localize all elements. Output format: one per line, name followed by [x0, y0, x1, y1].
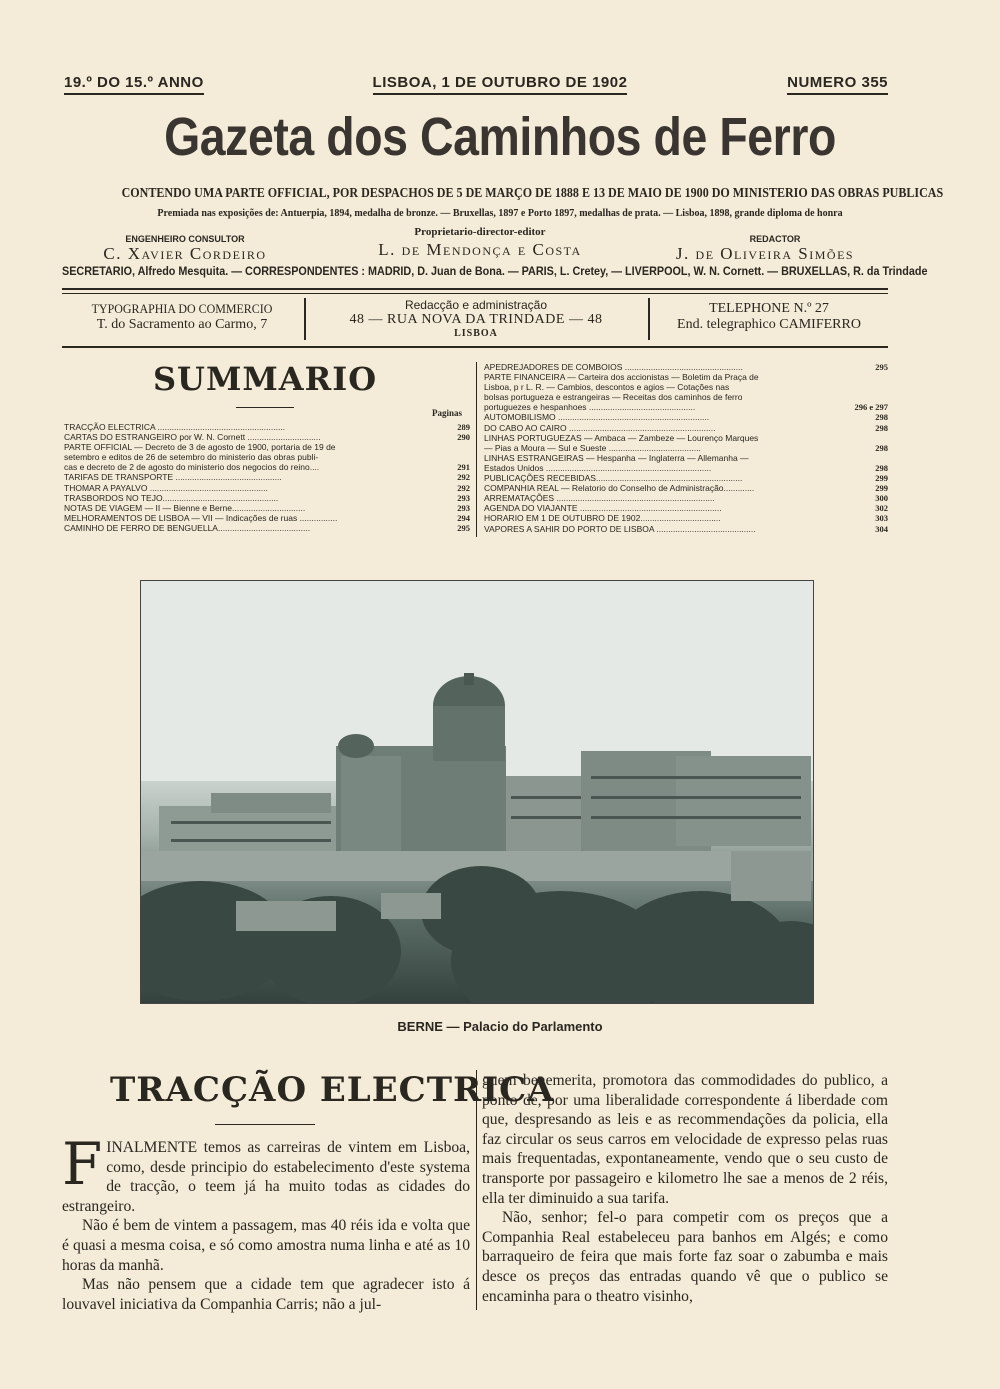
summary-entry-title: setembro e editos de 26 de setembro do ministerio das obras publi-	[64, 452, 319, 463]
summary-entry	[64, 513, 470, 523]
summary-entry	[64, 493, 470, 503]
summary-entry-page: 293	[457, 502, 470, 513]
summary-entry-page: 296 e 297	[854, 402, 888, 413]
correspondents-line: SECRETARIO, Alfredo Mesquita. — CORRESPONDENTES : MADRID, D. Juan de Bona. — PARIS, L. Cretey, — LIVERPOOL, W. N. Cornett. — BRUXELLAS, R. da Trindade	[62, 264, 928, 278]
office-address: Redacção e administração 48 — RUA NOVA DA TRINDADE — 48 LISBOA	[349, 298, 603, 339]
drop-cap: F	[62, 1130, 103, 1198]
rule-top	[62, 288, 888, 290]
summary-entry	[484, 412, 888, 422]
summary-entry	[484, 433, 888, 443]
summary-entry	[484, 463, 888, 473]
summary-entry-page: 302	[875, 503, 888, 514]
pages-label: Paginas	[432, 408, 463, 418]
summary-entry	[484, 362, 888, 372]
summary-entry-title: APEDREJADORES DE COMBOIOS ..................................................	[484, 362, 743, 372]
summary-entry	[64, 483, 470, 493]
summary-entry-title: LINHAS PORTUGUEZAS — Ambaca — Zambeze — Lourenço Marques	[484, 432, 759, 443]
summary-entry-page: 289	[457, 422, 470, 432]
article-title-rule	[215, 1124, 315, 1125]
summary-entry-page: 292	[457, 482, 470, 493]
summary-entry	[484, 453, 888, 463]
consultant-name: C. Xavier Cordeiro	[103, 244, 267, 263]
summary-entry-title: LINHAS ESTRANGEIRAS — Hespanha — Inglaterra — Allemanha —	[484, 452, 749, 463]
consultant-label: ENGENHEIRO CONSULTOR	[125, 234, 245, 244]
summary-entry	[484, 443, 888, 453]
summary-entry-page: 303	[875, 513, 888, 524]
summary-entry-page: 291	[457, 462, 470, 473]
summary-entry	[484, 392, 888, 402]
summary-entry-title: TRACÇÃO ELECTRICA ......................................................	[64, 422, 286, 432]
summary-entry-title: CARTAS DO ESTRANGEIRO por W. N. Cornett ...............................	[64, 432, 321, 443]
summary-entry-title: Lisboa, p r L. R. — Cambios, descontos e agios — Cotações nas	[484, 382, 730, 393]
summary-entry-title: HORARIO EM 1 DE OUTUBRO DE 1902..................................	[484, 513, 721, 524]
summary-entry-page: 290	[457, 432, 470, 443]
summary-entry-page: 298	[875, 442, 888, 453]
summary-entry-title: NOTAS DE VIAGEM — II — Bienne e Berne...............................	[64, 502, 306, 513]
summary-entry-title: PARTE OFFICIAL — Decreto de 3 de agosto de 1900, portaria de 19 de	[64, 442, 336, 453]
summary-entry-title: AUTOMOBILISMO ................................................................	[484, 412, 710, 423]
summary-entry	[64, 422, 470, 432]
summary-entry-page: 304	[875, 523, 888, 534]
article-paragraph-5: Não, senhor; fel-o para competir com os preços que a Companhia Real estabeleceu para banhos em Algés; e como barraqueiro de feira que mais forte faz soar o zabumba e mais desce os preços das entradas quando vê que o publico se encaminha para o theatro visinho,	[482, 1209, 888, 1305]
summary-divider	[476, 362, 477, 537]
issue-number: NUMERO 355	[760, 74, 888, 96]
summary-entry	[64, 442, 470, 452]
summary-entry-page: 298	[875, 412, 888, 423]
summary-entry	[484, 473, 888, 483]
summary-right-column	[484, 362, 888, 534]
masthead-subtitle: CONTENDO UMA PARTE OFFICIAL, POR DESPACHOS DE 5 DE MARÇO DE 1888 E 13 DE MAIO DE 1900 DO MINISTERIO DAS OBRAS PUBLICAS	[121, 186, 944, 201]
summary-entry	[64, 462, 470, 472]
summary-entry-title: CAMINHO DE FERRO DE BENGUELLA.......................................	[64, 522, 311, 533]
photo-caption: BERNE — Palacio do Parlamento	[397, 1019, 603, 1034]
printer-info: TYPOGRAPHIA DO COMMERCIO T. do Sacramento ao Carmo, 7	[91, 301, 273, 332]
summary-entry-page: 298	[875, 422, 888, 433]
summary-entry-page: 295	[875, 362, 888, 372]
article-column-2	[482, 1071, 888, 1306]
summary-entry	[484, 483, 888, 493]
summary-entry-page: 299	[875, 483, 888, 494]
article-paragraph-2: Não é bem de vintem a passagem, mas 40 réis ida e volta que é quasi a mesma coisa, e só como amostra numa linha e até as 10 horas da manhã.	[62, 1217, 470, 1274]
summary-entry	[64, 503, 470, 513]
summary-entry	[64, 452, 470, 462]
column-divider	[476, 1070, 477, 1310]
summary-entry-title: VAPORES A SAHIR DO PORTO DE LISBOA ..........................................	[484, 523, 756, 534]
article-paragraph-4: guem benemerita, promotora das commodidades do publico, a ponto de, por uma liberalidade correspondente á liberdade com que, despresando as leis e as recommendações da policia, ella faz circular os seus carros em velocidade de expresso pelas ruas mais frequentadas, expontaneamente, vendo que o seu custo de transporte por passageiro e kilometro lhe sae a menos de 2 réis, ella ter diminuido a sua tarifa.	[482, 1072, 888, 1207]
summary-entry-title: cas e decreto de 2 de agosto do ministerio dos negocios do reino....	[64, 462, 320, 473]
issue-label: 19.º DO 15.º ANNO	[64, 74, 204, 96]
parliament-building-image	[141, 581, 813, 1003]
summary-entry-title: — Pias a Moura — Sul e Sueste .......................................	[484, 442, 701, 453]
summary-entry-title: MELHORAMENTOS DE LISBOA — VII — Indicações de ruas ................	[64, 512, 338, 523]
director-label: Proprietario-director-editor	[414, 226, 546, 238]
summary-entry	[484, 513, 888, 523]
summary-entry	[484, 423, 888, 433]
summary-entry-title: bolsas portugueza e estrangeiras — Receitas dos caminhos de ferro	[484, 392, 743, 403]
parliament-photo	[140, 580, 814, 1004]
awards-line: Premiada nas exposições de: Antuerpia, 1894, medalha de bronze. — Bruxellas, 1897 e Porto 1897, medalhas de prata. — Lisboa, 1898, grande diploma de honra	[157, 208, 843, 219]
article-paragraph-3: Mas não pensem que a cidade tem que agradecer isto á louvavel iniciativa da Companhia Carris; não a jul-	[62, 1276, 470, 1313]
summary-entry	[484, 524, 888, 534]
summary-entry	[484, 503, 888, 513]
summary-entry-title: THOMAR A PAYALVO ..................................................	[64, 482, 268, 493]
rule-top-thin	[62, 293, 888, 294]
summary-title: SUMMARIO	[152, 360, 378, 398]
editor-label: REDACTOR	[749, 234, 801, 244]
summary-entry-page: 298	[875, 462, 888, 473]
summary-entry-title: PUBLICAÇÕES RECEBIDAS..............................................................	[484, 473, 743, 484]
summary-entry-title: COMPANHIA REAL — Relatorio do Conselho de Administração.............	[484, 483, 755, 494]
editor-name: J. de Oliveira Simões	[675, 244, 855, 263]
summary-entry-page: 295	[457, 522, 470, 533]
summary-entry-page: 292	[457, 472, 470, 483]
article-paragraph-1: INALMENTE temos as carreiras de vintem em Lisboa, como, desde principio do estabelecimento d'este systema de tracção, o teem já ha muito todas as cidades do estrangeiro.	[62, 1139, 470, 1215]
summary-entry-title: Estados Unidos ......................................................................	[484, 462, 712, 473]
dateline: LISBOA, 1 DE OUTUBRO DE 1902	[0, 74, 1000, 96]
summary-entry-page: 293	[457, 492, 470, 503]
director-name: L. de Mendonça e Costa	[378, 240, 582, 259]
summary-entry-page: 300	[875, 493, 888, 504]
summary-entry-title: portuguezes e hespanhoes .............................................	[484, 402, 696, 413]
summary-entry-title: TARIFAS DE TRANSPORTE .............................................	[64, 472, 282, 483]
summary-entry	[484, 493, 888, 503]
summary-entry-title: AGENDA DO VIAJANTE ............................................................	[484, 503, 722, 514]
article-column-1	[62, 1130, 470, 1314]
summary-entry	[64, 432, 470, 442]
masthead-title: Gazeta dos Caminhos de Ferro	[164, 107, 836, 167]
summary-entry-title: PARTE FINANCEIRA — Carteira dos accionistas — Boletim da Praça de	[484, 372, 759, 383]
summary-entry	[484, 402, 888, 412]
summary-entry	[484, 372, 888, 382]
summary-entry	[484, 382, 888, 392]
summary-entry	[64, 472, 470, 482]
summary-entry	[64, 523, 470, 533]
summary-entry-page: 294	[457, 512, 470, 523]
summary-underline	[236, 407, 294, 408]
summary-entry-title: DO CABO AO CAIRO ..............................................................	[484, 422, 716, 433]
summary-entry-page: 299	[875, 473, 888, 484]
summary-entry-title: TRASBORDOS NO TEJO.................................................	[64, 492, 279, 503]
summary-left-column	[64, 422, 470, 533]
summary-entry-title: ARREMATAÇÕES ...................................................................	[484, 493, 715, 504]
article-title: TRACÇÃO ELECTRICA	[110, 1070, 555, 1110]
telephone-info: TELEPHONE N.º 27 End. telegraphico CAMIFERRO	[677, 301, 861, 332]
rule-bottom	[62, 346, 888, 348]
